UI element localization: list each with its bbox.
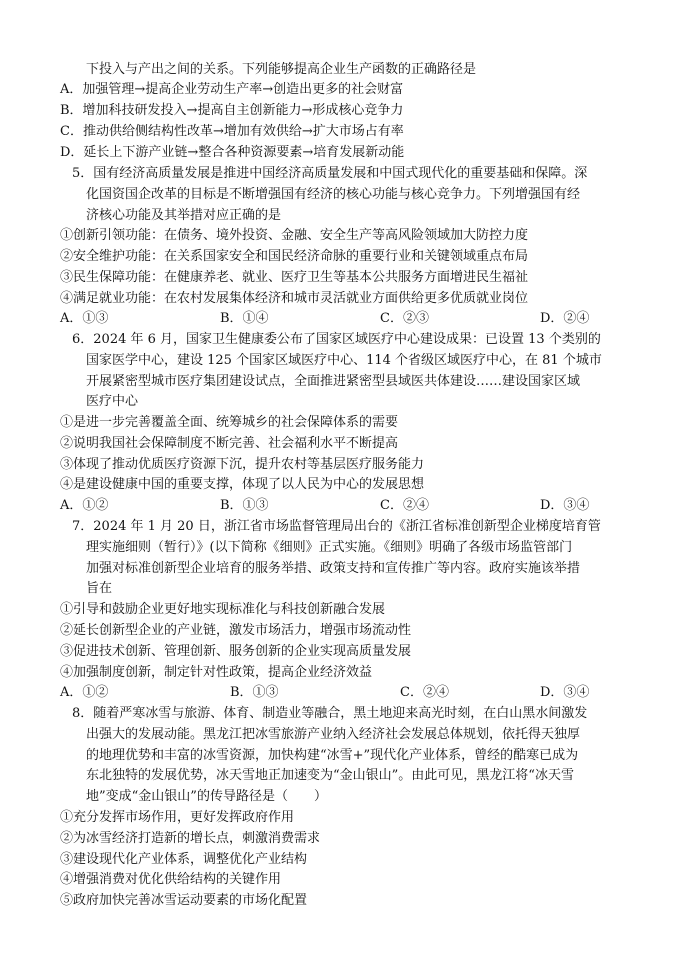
q5-choice-a[interactable]: A．①③ [60,311,109,326]
q6-choice-d[interactable]: D．③④ [540,498,590,513]
q4-stem-tail: 下投入与产出之间的关系。下列能够提高企业生产函数的正确路径是 [86,62,477,77]
q6-statement-2: ②说明我国社会保障制度不断完善、社会福利水平不断提高 [60,436,399,451]
q7-choice-a[interactable]: A．①② [60,685,109,700]
q6-choice-c[interactable]: C．②④ [380,498,429,513]
q6-stem-line: 6．2024 年 6 月，国家卫生健康委公布了国家区域医疗中心建设成果：已设置 13 个类别的 [72,332,601,347]
q4-option-b: B．增加科技研发投入→提高自主创新能力→形成核心竞争力 [60,103,404,118]
q7-stem-line: 旨在 [86,581,113,596]
q5-choice-d[interactable]: D．②④ [540,311,590,326]
q5-stem-line: 化国资国企改革的目标是不断增强国有经济的核心功能与核心竞争力。下列增强国有经 [86,187,581,202]
q8-stem-line: 的地理优势和丰富的冰雪资源，加快构建“冰雪+”现代化产业体系，曾经的酷寒已成为 [86,748,579,763]
q5-choice-c[interactable]: C．②③ [380,311,429,326]
q4-option-c: C．推动供给侧结构性改革→增加有效供给→扩大市场占有率 [60,124,404,139]
q7-stem-line: 7．2024 年 1 月 20 日，浙江省市场监督管理局出台的《浙江省标准创新型企业梯度培育管 [72,519,601,534]
q8-statement-5: ⑤政府加快完善冰雪运动要素的市场化配置 [60,893,308,908]
q6-statement-3: ③体现了推动优质医疗资源下沉，提升农村等基层医疗服务能力 [60,457,425,472]
q6-choices [60,496,660,516]
q8-stem-line: 出强大的发展动能。黑龙江把冰雪旅游产业纳入经济社会发展总体规划，依托得天独厚 [86,727,581,742]
q5-stem-line: 济核心功能及其举措对应正确的是 [86,208,282,223]
q7-choice-c[interactable]: C．②④ [400,685,449,700]
q8-statement-3: ③建设现代化产业体系，调整优化产业结构 [60,852,308,867]
q8-stem-line: 8．随着严寒冰雪与旅游、体育、制造业等融合，黑土地迎来高光时刻，在白山黑水间激发 [72,706,588,721]
q5-choices [60,309,660,329]
q5-choice-b[interactable]: B．①④ [220,311,269,326]
q5-statement-3: ③民生保障功能：在健康养老、就业、医疗卫生等基本公共服务方面增进民生福祉 [60,270,529,285]
q8-stem-line: 东北独特的发展优势，冰天雪地正加速变为“金山银山”。由此可见，黑龙江将“冰天雪 [86,768,574,783]
q7-statement-2: ②延长创新型企业的产业链，激发市场活力，增强市场流动性 [60,623,412,638]
q8-statement-4: ④增强消费对优化供给结构的关键作用 [60,872,282,887]
q8-stem-line: 地”变成“金山银山”的传导路径是（ ） [86,789,327,804]
q7-stem-line: 加强对标准创新型企业培育的服务举措、政策支持和宣传推广等内容。政府实施该举措 [86,561,581,576]
q5-statement-2: ②安全维护功能：在关系国家安全和国民经济命脉的重要行业和关键领域重点布局 [60,249,529,264]
q6-statement-4: ④是建设健康中国的重要支撑，体现了以人民为中心的发展思想 [60,477,425,492]
q7-choice-d[interactable]: D．③④ [540,685,590,700]
q6-statement-1: ①是进一步完善覆盖全面、统筹城乡的社会保障体系的需要 [60,415,399,430]
q5-statement-1: ①创新引领功能：在债务、境外投资、金融、安全生产等高风险领域加大防控力度 [60,228,529,243]
q4-option-d: D．延长上下游产业链→整合各种资源要素→培育发展新动能 [60,145,405,160]
q7-choices [60,683,660,703]
q6-stem-line: 开展紧密型城市医疗集团建设试点，全面推进紧密型县域医共体建设……建设国家区域 [86,374,581,389]
q6-stem-line: 医疗中心 [86,394,139,409]
q5-stem-line: 5．国有经济高质量发展是推进中国经济高质量发展和中国式现代化的重要基础和保障。深 [72,166,588,181]
q7-statement-3: ③促进技术创新、管理创新、服务创新的企业实现高质量发展 [60,644,412,659]
q7-stem-line: 理实施细则（暂行）》(以下简称《细则》正式实施。《细则》明确了各级市场监管部门 [86,540,573,555]
q6-choice-a[interactable]: A．①② [60,498,109,513]
q4-option-a: A．加强管理→提高企业劳动生产率→创造出更多的社会财富 [60,82,404,97]
q5-statement-4: ④满足就业功能：在农村发展集体经济和城市灵活就业方面供给更多优质就业岗位 [60,291,529,306]
q7-statement-4: ④加强制度创新，制定针对性政策，提高企业经济效益 [60,665,373,680]
q8-statement-2: ②为冰雪经济打造新的增长点，刺激消费需求 [60,831,321,846]
q6-stem-line: 国家医学中心，建设 125 个国家区域医疗中心、114 个省级区域医疗中心，在 81 个城市 [86,353,602,368]
q7-choice-b[interactable]: B．①③ [230,685,279,700]
q8-statement-1: ①充分发挥市场作用，更好发挥政府作用 [60,810,295,825]
q6-choice-b[interactable]: B．①③ [220,498,269,513]
q7-statement-1: ①引导和鼓励企业更好地实现标准化与科技创新融合发展 [60,602,386,617]
